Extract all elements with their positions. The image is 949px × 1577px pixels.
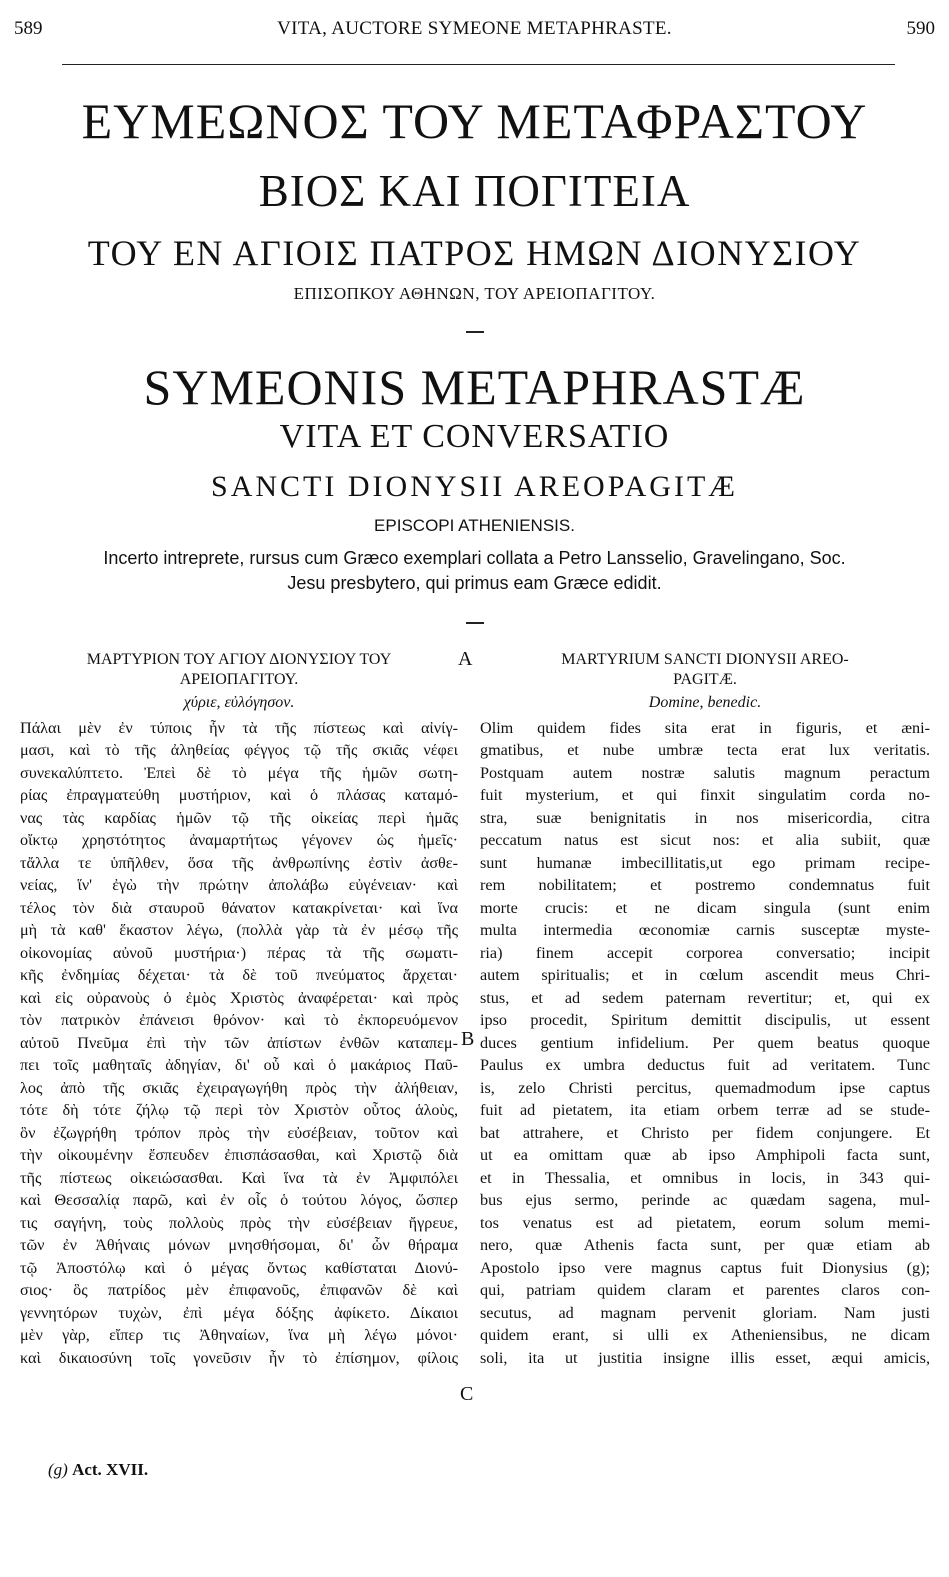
- title-separator-1: [466, 331, 484, 333]
- greek-text-line: νείας, ἵν' ἐγὼ τὴν πρώτην ἀπολάβω εὐγένειαν· καὶ: [20, 876, 458, 894]
- header-rule: [62, 64, 895, 65]
- latin-text-line: stus, et ad sedem paternam revertitur; et, qui ex: [480, 988, 930, 1007]
- margin-marker-c: C: [460, 1383, 474, 1405]
- page-number-right: 590: [906, 18, 935, 39]
- latin-text-line: tos venatus est ad pietatem, eorum solum memi-: [480, 1213, 930, 1232]
- greek-text-line: πει τοῖς μαθηταῖς ἀδηγίαν, δι' οὗ καὶ ὁ μακάριος Παῦ-: [20, 1056, 458, 1074]
- greek-text-line: τις σαγήνη, τοὺς πολλοὺς πρὸς τὴν εὐσέβειαν ἤγρευε,: [20, 1213, 458, 1232]
- greek-text-body: [20, 717, 458, 1370]
- latin-text-line: gmatibus, et nube umbræ tecta erat lux veritatis.: [480, 741, 930, 759]
- title-separator-2: [466, 622, 484, 624]
- latin-text-line: Paulus ex umbra deductus fuit ad veritatem. Tunc: [480, 1056, 930, 1074]
- footnote-text: Act. XVII.: [72, 1460, 149, 1479]
- latin-text-line: peccatum natus est sicut nos: et alia subiit, quæ: [480, 831, 930, 849]
- greek-text-line: λος ἀπὸ τῆς σκιᾶς ἐχειραγωγήθη πρὸς τὴν ἀλήθειαν,: [20, 1078, 458, 1097]
- latin-title-line-3: SANCTI DIONYSII AREOPAGITÆ: [211, 470, 738, 503]
- greek-text-line: μὴ τὰ καθ' ἕκαστον λέγω, (πολλὰ γὰρ τὰ ἐν μέσῳ τῆς: [20, 921, 458, 939]
- greek-text-line: οἰκονομίας αὐνοῦ μυστήρια·) πέρας τὰ τῆς σωματι-: [20, 943, 458, 962]
- latin-text-line: bat attrahere, et Christo per fidem conjungere. Et: [480, 1123, 930, 1142]
- page-number-left: 589: [14, 18, 43, 39]
- latin-column-heading-2: PAGITÆ.: [673, 671, 737, 688]
- latin-title-line-1: SYMEONIS METAPHRASTÆ: [143, 359, 806, 415]
- greek-text-line: καὶ δικαιοσύνη τοῖς γονεῦσιν ἦν τὸ ἐπίσημον, φίλοις: [20, 1348, 458, 1367]
- greek-text-line: μασι, καὶ τὸ τῆς ἀληθείας φέγγος τῷ τῆς σκιᾶς νέφει: [20, 741, 458, 759]
- latin-text-line: stra, suæ benignitatis in nos misericordia, citra: [480, 808, 930, 827]
- greek-text-line: νας τὰς καρδίας ἡμῶν τῷ τῆς οἰκείας περὶ ἡμᾶς: [20, 808, 458, 827]
- running-title: VITA, AUCTORE SYMEONE METAPHRASTE.: [277, 18, 672, 39]
- greek-text-line: γεννητόρων τυχὼν, ἐπὶ μέγα δόξης ἀφίκετο. Δίκαιοι: [20, 1303, 458, 1322]
- latin-text-line: Olim quidem fides sita erat in figuris, et æni-: [480, 718, 930, 737]
- greek-invocation: χύριε, εὐλόγησον.: [183, 694, 295, 711]
- greek-text-line: Πάλαι μὲν ἐν τύποις ἦν τὰ τῆς πίστεως καὶ αἰνίγ-: [20, 718, 458, 737]
- latin-text-line: et in Thessalia, et omnibus in locis, in 343 qui-: [480, 1168, 930, 1187]
- greek-text-line: τὴν οἰκουμένην ἔσπευδεν ἐπισπάσασθαι, καὶ Χριστῷ διὰ: [20, 1146, 458, 1164]
- latin-text-body: [480, 717, 930, 1370]
- latin-text-line: is, zelo Christi percitus, quemadmodum ipse captus: [480, 1078, 930, 1097]
- latin-column-heading-1: MARTYRIUM SANCTI DIONYSII AREO-: [561, 651, 849, 668]
- latin-text-line: qui, patriam quidem claram et parentes claros con-: [480, 1281, 930, 1299]
- greek-text-line: τἄλλα τε ὑπῆλθεν, ὅσα τῆς ἀνθρωπίνης ἐστὶν ἀσθε-: [20, 853, 458, 872]
- greek-text-line: τὸν πατρικὸν ἐπάνεισι θρόνον· καὶ τὸ ἐκπορευόμενον: [20, 1011, 458, 1029]
- greek-text-line: ὃν ἐζωγρήθη τρόπον πρὸς τὴν εὐσέβειαν, τοῦτον καὶ: [20, 1123, 458, 1142]
- greek-text-line: συνεκαλύπτετο. Ἐπεὶ δὲ τὸ μέγα τῆς ἡμῶν σωτη-: [20, 763, 458, 782]
- footnote: [48, 1460, 148, 1480]
- latin-title-line-4: EPISCOPI ATHENIENSIS.: [374, 516, 575, 535]
- latin-text-line: duces gentium infidelium. Per quem beatus quoque: [480, 1033, 930, 1052]
- latin-text-line: ipso procedit, Spiritum demittit discipulis, ut essent: [480, 1011, 930, 1029]
- margin-marker-b: B: [461, 1028, 475, 1050]
- latin-invocation: Domine, benedic.: [648, 694, 762, 711]
- greek-title-line-4: ΕΠΙΣΟΠΚΟΥ ΑΘΗΝΩΝ, ΤΟΥ ΑΡΕΙΟΠΑΓΙΤΟΥ.: [293, 284, 656, 303]
- latin-text-line: multa intermedia œconomiæ carnis susceptæ myste-: [480, 921, 930, 939]
- greek-text-line: τῷ Ἀποστόλῳ καὶ ὁ μέγας ὄντως καθίσταται Διονύ-: [20, 1258, 458, 1277]
- greek-title-line-1: ΕΥΜΕΩΝΟΣ ΤΟΥ ΜΕΤΑΦΡΑΣΤΟΥ: [81, 93, 868, 149]
- latin-column: [480, 650, 930, 1369]
- greek-text-line: καὶ εἰς οὐρανοὺς ὁ ἐμὸς Χριστὸς ἀναφέρεται· καὶ πρὸς: [20, 988, 458, 1007]
- latin-text-line: soli, ita ut justitia insigne illis esset, æqui amicis,: [480, 1348, 930, 1367]
- latin-text-line: ria) finem accepit corporea conversatio; incipit: [480, 943, 930, 962]
- latin-text-line: morte crucis: et ne dicam singula (sunt enim: [480, 898, 930, 917]
- greek-text-line: αὐτοῦ Πνεῦμα ἐπὶ τὴν τῶν ἀπίστων ἐνθῶν καταπεμ-: [20, 1033, 458, 1052]
- greek-text-line: ρίας ἐπραγματεύθη μυστήριον, καὶ ὁ πλάσας καταμό-: [20, 786, 458, 804]
- latin-text-line: ut ea omittam quæ ab ipso Amphipoli facta sunt,: [480, 1146, 930, 1164]
- latin-text-line: bus ejus sermo, perinde ac quædam sagena, mul-: [480, 1191, 930, 1209]
- greek-title-line-3: ΤΟΥ ΕΝ ΑΓΙΟΙΣ ΠΑΤΡΟΣ ΗΜΩΝ ΔΙΟΝΥΣΙΟΥ: [87, 233, 862, 273]
- latin-text-line: sunt humanæ imbecillitatis,ut ego primam recipe-: [480, 853, 930, 872]
- latin-text-line: autem spiritualis; et in cœlum ascendit meus Chri-: [480, 966, 930, 984]
- greek-text-line: τῆς πίστεως οἰκειώσασθαι. Καὶ ἵνα τὰ ἐν Ἀμφιπόλει: [20, 1168, 458, 1187]
- latin-text-line: secutus, ad magnam pervenit gloriam. Nam justi: [480, 1303, 930, 1322]
- greek-text-line: μὲν γὰρ, εἴπερ τις Ἀθηναίων, ἵνα μὴ λέγω μόνοι·: [20, 1326, 458, 1344]
- latin-text-line: fuit mysterium, et qui finxit singulatim corda no-: [480, 786, 930, 804]
- greek-column: [20, 650, 458, 1369]
- greek-text-line: σιος· ὃς πατρίδος μὲν ἐπιφανοῦς, ἐπιφανῶν δὲ καὶ: [20, 1281, 458, 1299]
- latin-text-line: Postquam autem nostræ salutis magnum peractum: [480, 763, 930, 782]
- latin-text-line: rem nobilitatem; et postremo condemnatus fuit: [480, 876, 930, 894]
- greek-text-line: τότε δὴ τότε ζήλῳ τῷ περὶ τὸν Χριστὸν οὗτος ἁλοὺς,: [20, 1101, 458, 1119]
- margin-marker-a: A: [458, 648, 473, 670]
- greek-column-heading-2: ΑΡΕΙΟΠΑΓΙΤΟΥ.: [179, 671, 299, 688]
- greek-text-line: τῶν ἐν Ἀθήναις μόνων μνησθήσομαι, δι' ὧν θήραμα: [20, 1236, 458, 1254]
- running-head: [14, 18, 935, 42]
- latin-text-line: quidem erant, si ulli ex Atheniensibus, ne dicam: [480, 1326, 930, 1344]
- greek-text-line: τέλος τὸν διὰ σταυροῦ θάνατον κατακρίνεται· καὶ ἵνα: [20, 898, 458, 917]
- greek-title-line-2: ΒΙΟΣ ΚΑΙ ΠΟΓΙΤΕΙΑ: [258, 166, 691, 216]
- translator-note-line-2: Jesu presbytero, qui primus eam Græce edidit.: [287, 573, 662, 593]
- translator-note-line-1: Incerto intreprete, rursus cum Græco exemplari collata a Petro Lansselio, Gravelingano, Soc.: [103, 548, 846, 568]
- greek-text-line: οἴκτῳ χρηστότητος ἀναμαρτήτως γέγονεν ὡς ἡμεῖς·: [20, 831, 458, 849]
- footnote-ref: (g): [48, 1460, 68, 1479]
- greek-text-line: καὶ Θεσσαλίᾳ παρῶ, καὶ ἐν οἷς ὁ τούτου λόγος, ὥσπερ: [20, 1191, 458, 1209]
- greek-text-line: κῆς ἐνδημίας δέχεται· τὰ δὲ τοῦ πνεύματος ἄρχεται·: [20, 966, 458, 984]
- latin-text-line: Apostolo ipso vere magnus captus fuit Dionysius (g);: [480, 1258, 930, 1277]
- latin-text-line: fuit ad pietatem, ita etiam orbem terræ ad se stude-: [480, 1101, 930, 1119]
- latin-text-line: nero, quæ Athenis facta sunt, per quæ etiam ab: [480, 1236, 930, 1254]
- greek-column-heading-1: ΜΑΡΤΥΡΙΟΝ ΤΟΥ ΑΓΙΟΥ ΔΙΟΝΥΣΙΟΥ ΤΟΥ: [86, 651, 392, 668]
- latin-title-line-2: VITA ET CONVERSATIO: [279, 418, 670, 455]
